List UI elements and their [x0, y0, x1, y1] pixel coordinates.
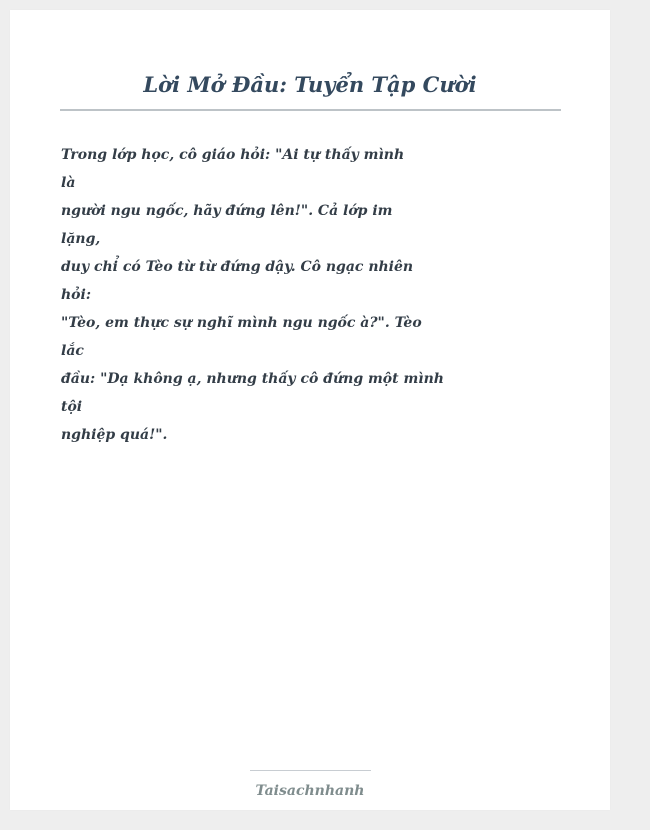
text-line: "Tèo, em thực sự nghĩ mình ngu ngốc à?". Tèo — [61, 315, 422, 331]
text-line: hỏi: — [61, 287, 92, 303]
document-page — [10, 10, 610, 810]
title-divider — [60, 109, 561, 111]
page-title: Lời Mở Đầu: Tuyển Tập Cười — [143, 72, 477, 97]
text-line: nghiệp quá!". — [61, 427, 168, 443]
footer-brand: Taisachnhanh — [255, 783, 365, 799]
text-line: tội — [61, 399, 83, 415]
text-line: là — [61, 175, 76, 191]
text-line: người ngu ngốc, hãy đứng lên!". Cả lớp im — [61, 203, 393, 219]
text-line: đầu: "Dạ không ạ, nhưng thấy cô đứng một mình — [61, 371, 444, 387]
text-line: lặng, — [61, 231, 101, 247]
text-line: duy chỉ có Tèo từ từ đứng dậy. Cô ngạc nhiên — [61, 259, 414, 275]
story-text — [61, 141, 444, 449]
text-line: lắc — [61, 343, 84, 359]
footer-divider — [250, 770, 371, 771]
text-line: Trong lớp học, cô giáo hỏi: "Ai tự thấy mình — [61, 147, 405, 163]
